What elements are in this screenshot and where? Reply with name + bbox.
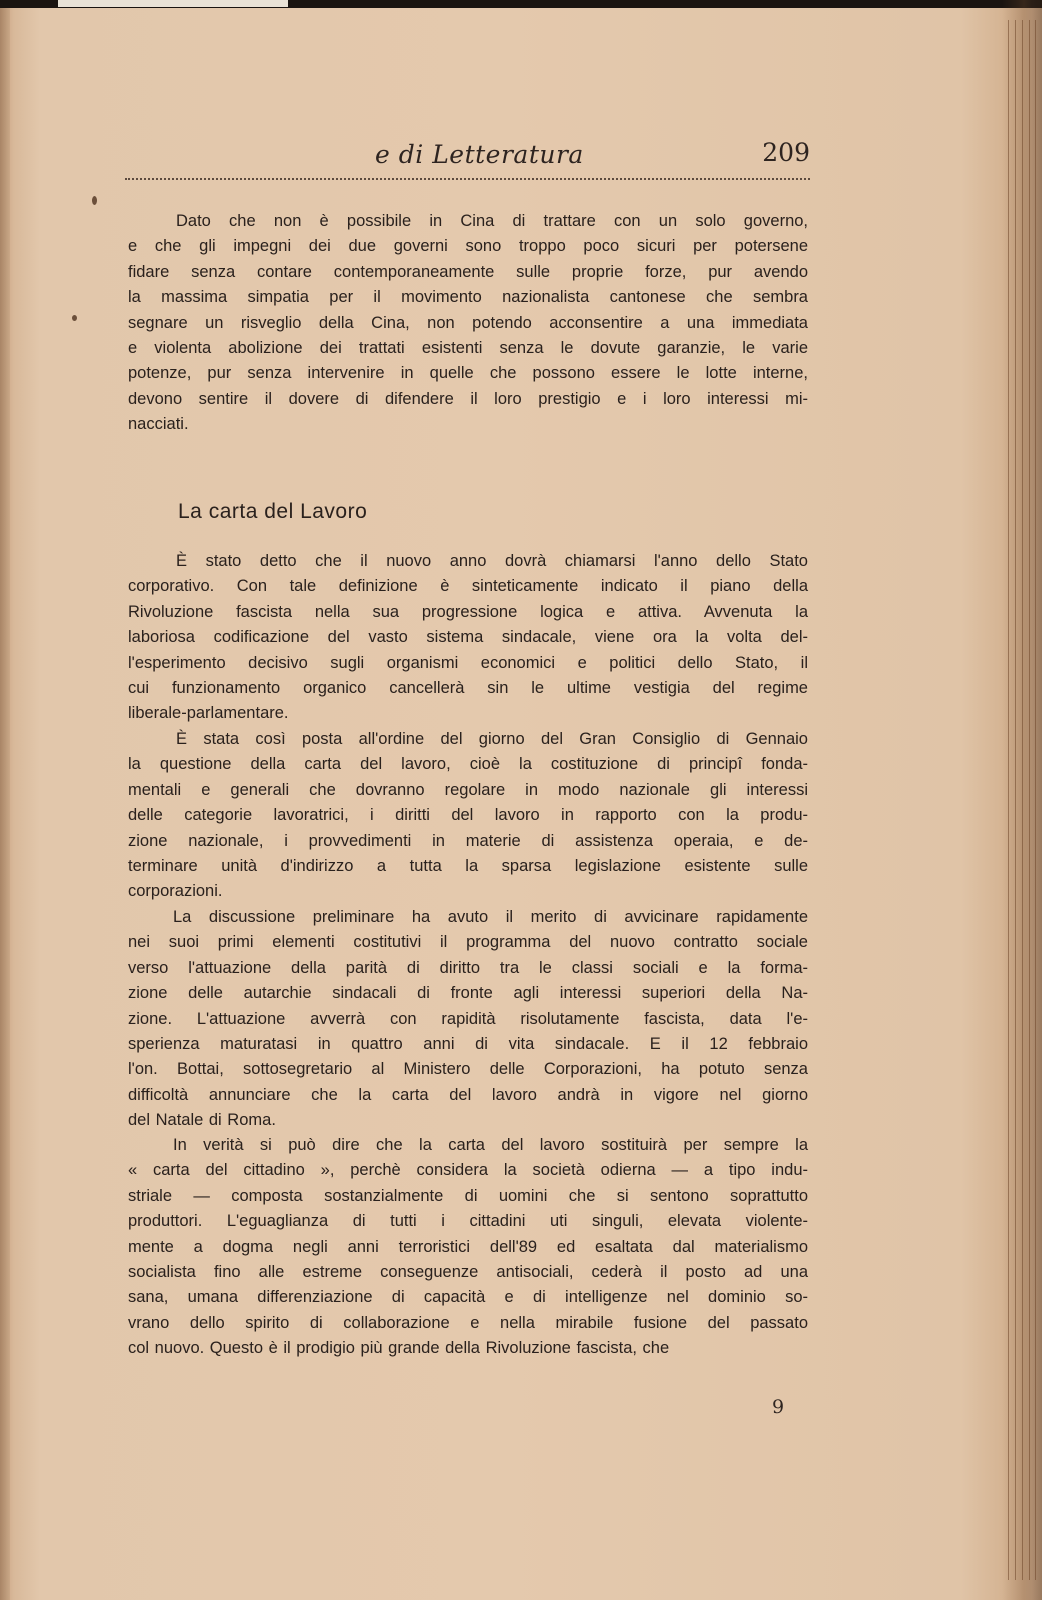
text-line: devono sentire il dovere di difendere il loro prestigio e i loro interessi mi-: [128, 389, 808, 408]
text-line: verso l'attuazione della parità di diritto tra le classi sociali e la forma-: [128, 958, 808, 977]
text-line: delle categorie lavoratrici, i diritti del lavoro in rapporto con la produ-: [128, 806, 808, 825]
text-line: col nuovo. Questo è il prodigio più grande della Rivoluzione fascista, che: [128, 1339, 670, 1358]
text-line: la massima simpatia per il movimento nazionalista cantonese che sembra: [128, 288, 808, 307]
text-line: È stato detto che il nuovo anno dovrà chiamarsi l'anno dello Stato: [176, 552, 808, 570]
text-line: nacciati.: [128, 415, 189, 434]
top-scan-highlight: [58, 0, 288, 7]
text-line: l'on. Bottai, sottosegretario al Ministero delle Corporazioni, ha potuto senza: [128, 1060, 808, 1079]
section-heading: La carta del Lavoro: [178, 500, 368, 523]
header-dotted-rule: [125, 178, 810, 180]
text-line: nei suoi primi elementi costitutivi il programma del nuovo contratto sociale: [128, 933, 808, 952]
text-line: terminare unità d'indirizzo a tutta la sparsa legislazione esistente sulle: [128, 857, 808, 875]
text-line: zione. L'attuazione avverrà con rapidità risolutamente fascista, data l'e-: [128, 1009, 808, 1028]
running-header: [125, 136, 810, 176]
text-line: vrano dello spirito di collaborazione e nella mirabile fusione del passato: [128, 1313, 808, 1332]
page-edge-line: [1008, 20, 1009, 1580]
text-line: zione delle autarchie sindacali di fronte agli interessi superiori della Na-: [128, 984, 808, 1003]
page-number: 209: [762, 138, 810, 167]
text-line: sana, umana differenziazione di capacità e di intelligenze nel dominio so-: [128, 1288, 808, 1307]
text-line: mentali e generali che dovranno regolare in modo nazionale gli interessi: [128, 780, 808, 799]
text-line: laboriosa codificazione del vasto sistema sindacale, viene ora la volta del-: [128, 628, 808, 647]
text-line: liberale-parlamentare.: [128, 704, 289, 723]
text-line: Rivoluzione fascista nella sua progressione logica e attiva. Avvenuta la: [128, 602, 808, 621]
text-line: cui funzionamento organico cancellerà sin le ultime vestigia del regime: [128, 679, 808, 697]
paragraph-4: [128, 908, 808, 1138]
paragraph-3: [128, 730, 808, 910]
text-line: striale — composta sostanzialmente di uomini che si sentono soprattutto: [128, 1186, 808, 1205]
page-edge-line: [1022, 20, 1023, 1580]
left-binding-edge: [0, 8, 10, 1600]
text-line: In verità si può dire che la carta del lavoro sostituirà per sempre la: [173, 1136, 808, 1154]
ink-speck: [72, 315, 77, 321]
text-line: segnare un risveglio della Cina, non potendo acconsentire a una immediata: [128, 313, 808, 332]
text-line: la questione della carta del lavoro, cioè la costituzione di principî fonda-: [128, 755, 808, 774]
page-edge-line: [1035, 20, 1036, 1580]
page-edge-line: [1015, 20, 1016, 1580]
signature-mark: 9: [772, 1396, 785, 1418]
text-line: potenze, pur senza intervenire in quelle che possono essere le lotte interne,: [128, 364, 808, 383]
running-title: e di Letteratura: [375, 140, 584, 169]
text-line: corporativo. Con tale definizione è sinteticamente indicato il piano della: [128, 577, 808, 596]
top-scan-edge: [0, 0, 1042, 8]
text-line: del Natale di Roma.: [128, 1111, 276, 1130]
text-line: socialista fino alle estreme conseguenze antisociali, cederà il posto ad una: [128, 1263, 808, 1281]
paragraph-5: [128, 1136, 808, 1366]
paragraph-1: [128, 212, 808, 442]
text-line: e che gli impegni dei due governi sono troppo poco sicuri per potersene: [128, 237, 808, 256]
text-line: Dato che non è possibile in Cina di trattare con un solo governo,: [176, 212, 808, 230]
text-line: zione nazionale, i provvedimenti in materie di assistenza operaia, e de-: [128, 831, 808, 850]
text-line: sperienza maturatasi in quattro anni di vita sindacale. E il 12 febbraio: [128, 1035, 808, 1053]
text-line: « carta del cittadino », perchè considera la società odierna — a tipo indu-: [128, 1161, 808, 1180]
text-line: difficoltà annunciare che la carta del lavoro andrà in vigore nel giorno: [128, 1085, 808, 1104]
text-line: e violenta abolizione dei trattati esistenti senza le dovute garanzie, le varie: [128, 339, 808, 357]
paragraph-2: [128, 552, 808, 732]
text-line: fidare senza contare contemporaneamente sulle proprie forze, pur avendo: [128, 262, 808, 281]
text-line: mente a dogma negli anni terroristici dell'89 ed esaltata dal materialismo: [128, 1237, 808, 1256]
ink-speck: [92, 196, 97, 205]
text-line: È stata così posta all'ordine del giorno del Gran Consiglio di Gennaio: [176, 730, 808, 748]
page-edge-line: [1029, 20, 1030, 1580]
text-line: corporazioni.: [128, 882, 223, 901]
right-page-edges: [1002, 0, 1042, 1600]
text-line: produttori. L'eguaglianza di tutti i cittadini uti singuli, elevata violente-: [128, 1212, 808, 1231]
text-line: l'esperimento decisivo sugli organismi economici e politici dello Stato, il: [128, 653, 808, 672]
text-line: La discussione preliminare ha avuto il merito di avvicinare rapidamente: [173, 908, 808, 926]
